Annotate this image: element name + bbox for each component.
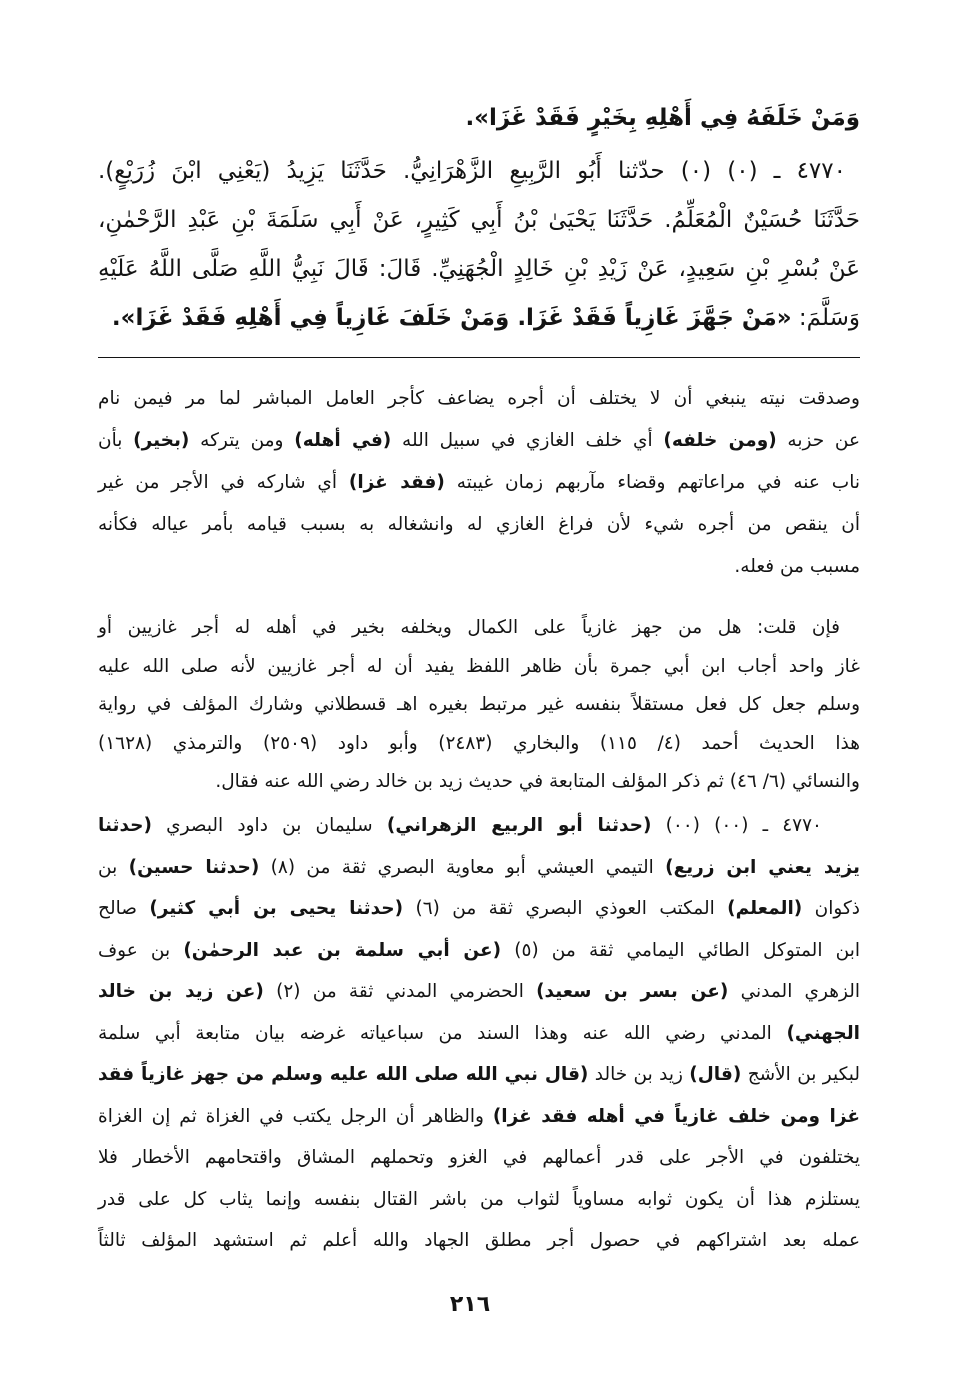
text-span: عَنْ بُسْرِ بْنِ سَعِيدٍ، عَنْ زَيْدِ بْنِ خَالِدٍ الْجُهَنِيِّ. قَالَ: قَالَ نَبِيُّ اللَّهِ صَلَّى اللَّهُ عَلَيْهِ (98, 256, 860, 282)
text-span: ناب عنه في مراعاتهم وقضاء مآربهم زمان غيبته (444, 472, 861, 493)
text-span: وسلم جعل كل فعل مستقلاً بنفسه غير مرتبط بغيره اهـ قسطلاني وشارك المؤلف في رواية (98, 694, 860, 715)
text-line (98, 1096, 860, 1138)
text-span: التيمي العيشي أبو معاوية البصري ثقة من (٨) (259, 856, 666, 878)
text-line (98, 196, 860, 245)
text-line (98, 378, 860, 420)
text-span: سليمان بن داود البصري (151, 815, 387, 836)
text-span: ٤٧٧٠ ـ (٠) (٠) حدّثنا أَبُو الرَّبِيعِ الزَّهْرَانِيُّ. حَدَّثَنَا يَزِيدُ (يَعْنِي ابْنَ زُرَيْعٍ). (98, 158, 846, 184)
text-line (98, 888, 860, 930)
bold-text-span: «مَنْ جَهَّزَ غَازِياً فَقَدْ غَزَا. وَمَنْ خَلَفَ غَازِياً فِي أَهْلِهِ فَقَدْ غَزَا». (111, 305, 792, 331)
text-line (98, 1179, 860, 1221)
text-line (98, 971, 860, 1013)
text-span: والظاهر أن الرجل يكتب في الغزاة ثم إن الغزاة (98, 1105, 493, 1127)
text-span: المكتب العوذي البصري ثقة من (٦) (403, 898, 728, 919)
text-span: مسبب من فعله. (734, 556, 860, 577)
page-number: ٢١٦ (449, 1292, 491, 1317)
bold-text-span: (بخير) (133, 430, 190, 451)
text-span: يستلزم هذا أن يكون ثوابه مساوياً لثواب من باشر القتال بنفسه وإنما يثاب كل على قدر (98, 1188, 860, 1210)
text-span: صالح (98, 898, 150, 919)
bold-text-span: (فقد غزا) (348, 472, 445, 493)
text-span: أن ينقص من أجره شيء لأن فراغ الغازي له وانشغاله به بسبب قيامه بأمر عياله فكأنه (98, 514, 860, 535)
bold-text-span: (ومن خلفه) (663, 430, 777, 451)
commentary-paragraph-3 (98, 805, 860, 1262)
text-line (98, 245, 860, 294)
bold-text-span: (حدثنا أبو الربيع الزهراني) (386, 815, 652, 836)
bold-text-span: (في أهله) (294, 430, 392, 451)
text-line (98, 1220, 860, 1262)
text-line (98, 725, 860, 764)
text-span: لبكير بن الأشج (741, 1064, 861, 1085)
text-line (98, 609, 860, 648)
text-span: يختلفون في الأجر على قدر أعمالهم في الغزو وتحملهم المشاق واقتحامهم الأخطار فلا (98, 1147, 860, 1168)
text-line (98, 294, 860, 343)
commentary-paragraph-1 (98, 378, 860, 588)
bold-text-span: يزيد يعني ابن زريع) (665, 856, 860, 878)
bold-text-span: (عن بسر بن سعيد) (536, 981, 729, 1002)
bold-text-span: (حدثنا يحيى بن أبي كثير) (149, 898, 404, 919)
text-line (98, 147, 860, 196)
bold-text-span: (قال نبي الله صلى الله عليه وسلم من جهز غازياً فقد (98, 1064, 589, 1085)
text-line (98, 686, 860, 725)
bold-text-span: (المعلم) (727, 898, 803, 919)
text-line (98, 462, 860, 504)
text-line (98, 94, 860, 143)
bold-text-span: (عن أبي سلمة بن عبد الرحمٰن) (183, 939, 502, 961)
text-span: بأن (98, 430, 134, 451)
text-span: غاز واحد أجاب ابن أبي جمرة بأن ظاهر اللفظ يفيد أن له أجر غازيين لأنه صلى الله عليه (98, 655, 860, 677)
text-span: بن (98, 856, 129, 878)
text-line (98, 1054, 860, 1096)
footnote-separator-line (98, 357, 860, 358)
bold-text-span: (قال) (689, 1064, 742, 1085)
commentary-paragraph-2 (98, 609, 860, 802)
text-line (98, 546, 860, 588)
hadith-4770-text (98, 147, 860, 343)
text-span: أي شاركه في الأجر من غير (98, 472, 349, 493)
bold-text-span: (حدثنا حسين) (128, 856, 260, 878)
bold-text-span: غزا ومن خلف غازياً في أهله فقد غزا) (492, 1105, 860, 1127)
text-span: الحضرمي المدني ثقة من (٢) (263, 981, 537, 1002)
text-line (98, 805, 860, 847)
text-span: عمله بعد اشتراكهم في حصول أجر مطلق الجهاد والله أعلم ثم استشهد المؤلف ثالثاً (98, 1230, 860, 1251)
text-span: عن حزبه (776, 430, 861, 451)
text-span: ومن يتركه (189, 430, 295, 451)
text-line (98, 763, 860, 802)
text-span: حَدَّثَنَا حُسَيْنٌ الْمُعَلِّمُ. حَدَّثَنَا يَحْيَىٰ بْنُ أَبِي كَثِيرٍ، عَنْ أَبِي سَلَمَةَ بْنِ عَبْدِ الرَّحْمٰنِ، (98, 207, 860, 233)
previous-hadith-ending (98, 94, 860, 143)
text-span: هذا الحديث أحمد (٤/ ١١٥) والبخاري (٢٤٨٣) وأبو داود (٢٥٠٩) والترمذي (١٦٢٨) (98, 732, 860, 754)
text-span: أي خلف الغازي في سبيل الله (391, 430, 664, 451)
text-span: بن عوف (98, 939, 184, 961)
text-line (98, 1137, 860, 1179)
text-span: زيد بن خالد (588, 1064, 690, 1085)
text-line (98, 1013, 860, 1055)
text-span: ٤٧٧٠ ـ (٠٠) (٠٠) (651, 815, 822, 836)
text-span: الزهري المدني (728, 981, 860, 1002)
text-span: وَسَلَّمَ: (791, 305, 860, 331)
text-line (98, 420, 860, 462)
text-span: ذكوان (802, 898, 860, 919)
bold-text-span: وَمَنْ خَلَفَهُ فِي أَهْلِهِ بِخَيْرٍ فَقَدْ غَزَا». (465, 105, 860, 131)
text-line (98, 504, 860, 546)
text-span: فإن قلت: هل من جهز غازياً على الكمال ويخلفه بخير في أهله له أجر غازيين أو (98, 617, 840, 638)
bold-text-span: الجهني) (786, 1022, 860, 1044)
text-line (98, 847, 860, 889)
text-line (98, 930, 860, 972)
text-span: المدني رضي الله عنه وهذا السند من سباعياته غرضه بيان متابعة أبي سلمة (98, 1022, 787, 1044)
text-span: والنسائي (٦/ ٤٦) ثم ذكر المؤلف المتابعة في حديث زيد بن خالد رضي الله عنه فقال. (215, 771, 860, 792)
text-span: ابن المتوكل الطائي اليمامي ثقة من (٥) (501, 939, 860, 961)
bold-text-span: (عن زيد بن خالد (98, 981, 264, 1002)
text-span: وصدقت نيته ينبغي أن لا يختلف أن أجره يضاعف كأجر العامل المباشر لما مر فيمن نام (98, 388, 860, 409)
text-line (98, 648, 860, 687)
bold-text-span: (حدثنا (98, 815, 152, 836)
